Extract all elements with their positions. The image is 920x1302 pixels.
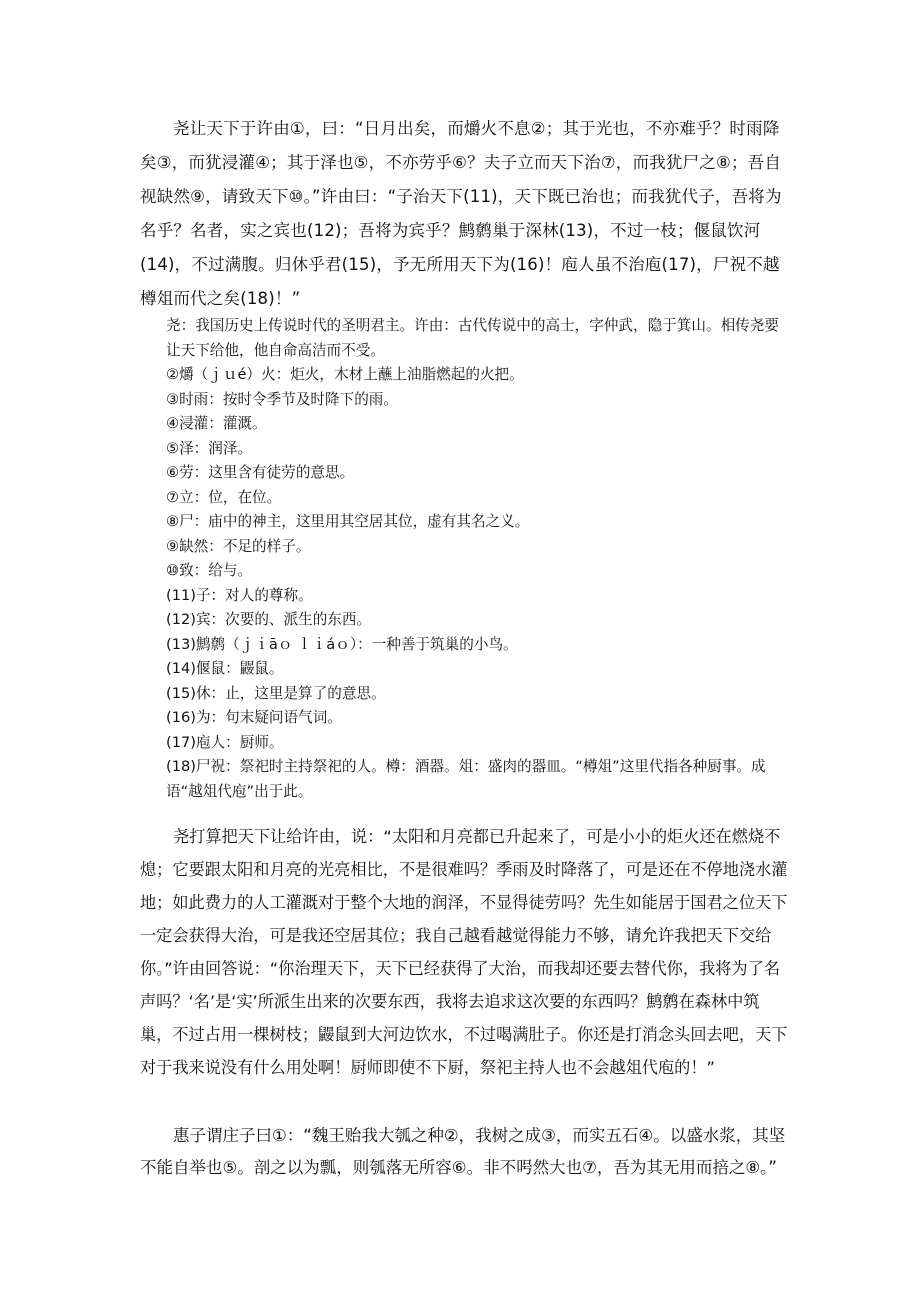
note-item: (17)庖人：厨师。 xyxy=(166,733,284,751)
note-item: ⑩致：给与。 xyxy=(166,562,253,579)
note-item: (15)休：止，这里是算了的意思。 xyxy=(166,684,386,702)
note-item: (14)偃鼠：鼹鼠。 xyxy=(166,660,284,677)
note-item: ⑦立：位，在位。 xyxy=(166,488,282,506)
second-text-paragraph: 惠子谓庄子曰①：“魏王贻我大瓠之种②，我树之成③，而实五石④。以盛水浆，其坚不能自举也⑤。剖之以为瓢，则瓠落无所容⑥。非不呺然大也⑦，吾为其无用而掊之⑧。” xyxy=(140,1126,786,1177)
translation-paragraph: 尧打算把天下让给许由，说：“太阳和月亮都已升起来了，可是小小的炬火还在燃烧不熄；它要跟太阳和月亮的光亮相比，不是很难吗？季雨及时降落了，可是还在不停地浇水灌地；如此费力的人工灌溉对于整个大地的润泽，不显得徒劳吗？先生如能居于国君之位天下一定会获得大治，可是我还空居其位；我自己越看越觉得能力不够，请允许我把天下交给你。”许由回答说：“你治理天下，天下已经获得了大治，而我却还要去替代你，我将为了名声吗？‘名’是‘实’所派生出来的次要东西，我将去追求这次要的东西吗？鹪鹩在森林中筑巢，不过占用一棵树枝；鼹鼠到大河边饮水，不过喝满肚子。你还是打消念头回去吧，天下对于我来说没有什么用处啊！厨师即使不下厨，祭祀主持人也不会越俎代庖的！” xyxy=(140,827,788,1077)
note-item: ⑤泽：润泽。 xyxy=(166,439,253,457)
note-item: (13)鹪鹩（ｊｉāｏ ｌｉáｏ）：一种善于筑巢的小鸟。 xyxy=(166,635,518,653)
original-text-paragraph: 尧让天下于许由①，曰：“日月出矣，而爝火不息②；其于光也，不亦难乎？时雨降矣③，而犹浸灌④；其于泽也⑤，不亦劳乎⑥？夫子立而天下治⑦，而我犹尸之⑧；吾自视缺然⑨，请致天下⑩。”许由曰：“子治天下(11)，天下既已治也；而我犹代子，吾将为名乎？名者，实之宾也(12)；吾将为宾乎？鹪鹩巢于深林(13)，不过一枝；偃鼠饮河(14)，不过满腹。归休乎君(15)，予无所用天下为(16)！庖人虽不治庖(17)，尸祝不越樽俎而代之矣(18)！” xyxy=(140,119,782,308)
annotation-notes xyxy=(166,314,790,804)
note-item: ⑨缺然：不足的样子。 xyxy=(166,537,311,555)
note-item: ②爝（ｊｕé）火：炬火，木材上蘸上油脂燃起的火把。 xyxy=(166,366,524,383)
note-item: ④浸灌：灌溉。 xyxy=(166,415,267,432)
note-item: ③时雨：按时令季节及时降下的雨。 xyxy=(166,390,398,408)
note-item: (16)为：句末疑问语气词。 xyxy=(166,709,342,726)
note-item: (11)子：对人的尊称。 xyxy=(166,586,313,604)
note-item: ⑥劳：这里含有徒劳的意思。 xyxy=(166,464,355,481)
note-item: (12)宾：次要的、派生的东西。 xyxy=(166,611,372,628)
note-item: ⑧尸：庙中的神主，这里用其空居其位，虚有其名之义。 xyxy=(166,513,530,530)
note-item: 尧：我国历史上传说时代的圣明君主。许由：古代传说中的高士，字仲武，隐于箕山。相传尧要让天下给他，他自命高洁而不受。 xyxy=(166,317,779,359)
note-item: (18)尸祝：祭祀时主持祭祀的人。樽：酒器。俎：盛肉的器皿。“樽俎”这里代指各种厨事。成语“越俎代庖”出于此。 xyxy=(166,758,766,800)
